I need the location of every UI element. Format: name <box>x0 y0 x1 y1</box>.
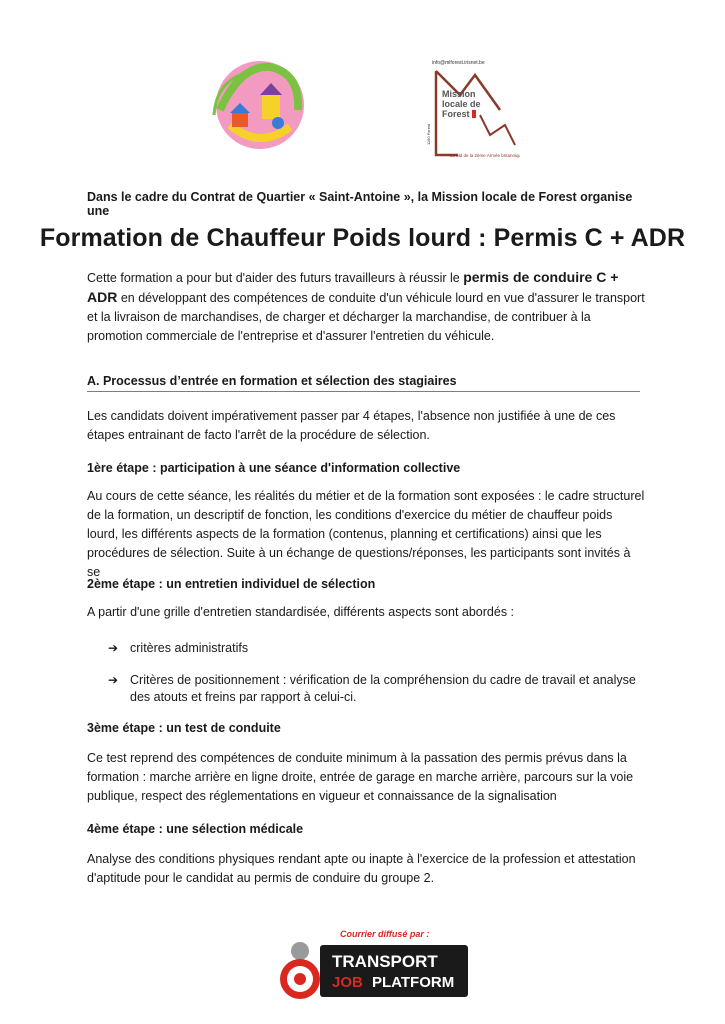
bullet-text-continued: des atouts et freins par rapport à celui-ci. <box>130 690 357 704</box>
bullet-text: Critères de positionnement : vérification de la compréhension du cadre de travail et analyse <box>130 673 636 687</box>
footer-line2-a: JOB <box>332 974 363 991</box>
svg-text:29 bld de la 2ème Armée britan: 29 bld de la 2ème Armée britannique <box>450 153 520 158</box>
svg-text:1190 Forest: 1190 Forest <box>426 123 431 145</box>
intro-line: Dans le cadre du Contrat de Quartier « Saint-Antoine », la Mission locale de Forest organise une <box>87 190 633 218</box>
list-item <box>108 672 648 706</box>
svg-text:info@mlforest.irisnet.be: info@mlforest.irisnet.be <box>432 60 485 66</box>
contrat-de-quartier-logo <box>210 55 310 155</box>
arrow-right-icon: ➔ <box>108 641 119 655</box>
step1-title: 1ère étape : participation à une séance d'information collective <box>87 461 461 475</box>
page-title: Formation de Chauffeur Poids lourd : Permis C + ADR <box>39 224 686 252</box>
footer-tagline: Courrier diffusé par : <box>340 929 430 939</box>
footer-line1: TRANSPORT <box>332 952 438 971</box>
lead-text-after: en développant des compétences de conduite d'un véhicule lourd en vue d'assurer le transport et la livraison de marchandises, de charger et décharger la marchandise, de contribuer à la promotion commerciale de l'entreprise et d'assurer l'entretien du véhicule. <box>87 291 645 343</box>
step1-text: Au cours de cette séance, les réalités du métier et de la formation sont exposées : le cadre structurel de la formation, un descriptif de fonction, les conditions d'exercice du métier de chauffeur poids lourd, les différents aspects de la formation (contenus, planning et certifications) ainsi que les procédures de sélection. Suite à un échange de questions/réponses, les participants sont invités à se <box>87 489 645 579</box>
step4-title: 4ème étape : une sélection médicale <box>87 822 304 836</box>
list-item <box>108 640 648 657</box>
step3-title: 3ème étape : un test de conduite <box>87 721 281 735</box>
section-a-heading: A. Processus d’entrée en formation et sélection des stagiaires <box>87 374 640 392</box>
candidates-paragraph: Les candidats doivent impérativement passer par 4 étapes, l'absence non justifiée à une de ces étapes entrainant de facto l'arrêt de la procédure de sélection. <box>87 409 616 442</box>
step4-text: Analyse des conditions physiques rendant apte ou inapte à l'exercice de la profession et attestation d'aptitude pour le candidat au permis de conduire du groupe 2. <box>87 852 636 885</box>
step2-text: A partir d'une grille d'entretien standardisée, différents aspects sont abordés : <box>87 605 515 619</box>
lead-paragraph <box>87 268 647 346</box>
svg-text:Mission: Mission <box>442 89 476 99</box>
bullet-text: critères administratifs <box>130 641 249 655</box>
transport-job-platform-logo <box>272 927 472 1007</box>
footer-line2-b: PLATFORM <box>372 974 455 991</box>
svg-text:Forest: Forest <box>442 109 470 119</box>
step2-title: 2ème étape : un entretien individuel de sélection <box>87 577 376 591</box>
mission-locale-forest-logo <box>420 55 520 160</box>
svg-text:locale de: locale de <box>442 99 481 109</box>
step3-text: Ce test reprend des compétences de conduite minimum à la passation des permis prévus dans la formation : marche arrière en ligne droite, entrée de garage en marche arrière, parcours sur la voie publique, respect des réglementations en vigueur et connaissance de la signalisation <box>87 751 634 803</box>
arrow-right-icon: ➔ <box>108 673 119 687</box>
lead-bold: permis de conduire C + ADR <box>87 269 619 305</box>
lead-text-before: Cette formation a pour but d'aider des futurs travailleurs à réussir le <box>87 271 464 285</box>
